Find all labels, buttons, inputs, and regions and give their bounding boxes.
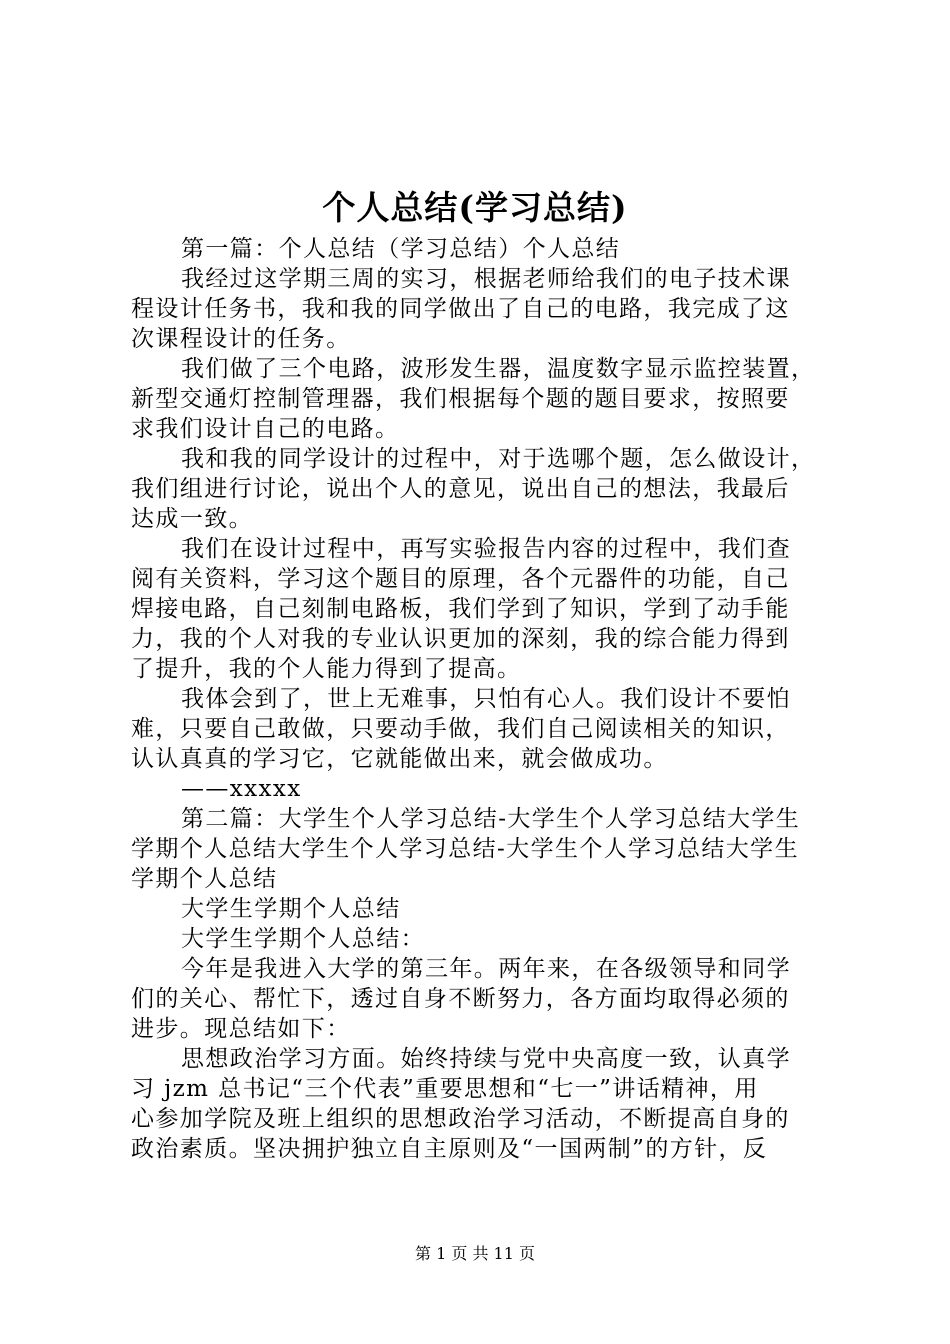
text-line: 我们在设计过程中，再写实验报告内容的过程中，我们查 (181, 536, 791, 562)
text-line: 阅有关资料，学习这个题目的原理，各个元器件的功能，自己 (131, 566, 790, 592)
text-line: 政治素质。坚决拥护独立自主原则及“一国两制”的方针，反 (131, 1136, 768, 1162)
text-line: 思想政治学习方面。始终持续与党中央高度一致，认真学 (181, 1046, 791, 1072)
text-line: 第二篇：大学生个人学习总结-大学生个人学习总结大学生 (181, 806, 801, 832)
text-line: 我和我的同学设计的过程中，对于选哪个题，怎么做设计， (181, 446, 816, 472)
text-line: 求我们设计自己的电路。 (131, 416, 400, 442)
text-line: 焊接电路，自己刻制电路板，我们学到了知识，学到了动手能 (131, 596, 790, 622)
page-footer: 第 1 页 共 11 页 (415, 1244, 535, 1263)
text-line: 程设计任务书，我和我的同学做出了自己的电路，我完成了这 (131, 296, 790, 322)
text-line: 次课程设计的任务。 (131, 326, 351, 352)
text-line: 我经过这学期三周的实习，根据老师给我们的电子技术课 (181, 266, 791, 292)
text-line: 今年是我进入大学的第三年。两年来，在各级领导和同学 (181, 956, 791, 982)
text-line: 了提升，我的个人能力得到了提高。 (131, 656, 522, 682)
text-line: 达成一致。 (131, 506, 253, 532)
document-body (131, 234, 831, 1164)
document-title: 个人总结(学习总结) (322, 188, 628, 227)
text-line: 我体会到了，世上无难事，只怕有心人。我们设计不要怕 (181, 686, 791, 712)
text-line: 大学生学期个人总结 (181, 896, 401, 922)
text-line: 难，只要自己敢做，只要动手做，我们自己阅读相关的知识， (131, 716, 790, 742)
text-line: 心参加学院及班上组织的思想政治学习活动，不断提高自身的 (131, 1106, 790, 1132)
text-line: 力，我的个人对我的专业认识更加的深刻，我的综合能力得到 (131, 626, 790, 652)
text-line: 进步。现总结如下： (131, 1016, 351, 1042)
text-line: 我们做了三个电路，波形发生器，温度数字显示监控装置， (181, 356, 816, 382)
text-line: 学期个人总结大学生个人学习总结-大学生个人学习总结大学生 (131, 836, 799, 862)
text-line: 我们组进行讨论，说出个人的意见，说出自己的想法，我最后 (131, 476, 790, 502)
text-line: 大学生学期个人总结： (181, 926, 425, 952)
text-line: 第一篇：个人总结（学习总结）个人总结 (181, 236, 621, 262)
text-line: 们的关心、帮忙下，透过自身不断努力，各方面均取得必须的 (131, 986, 790, 1012)
text-line: 认认真真的学习它，它就能做出来，就会做成功。 (131, 746, 668, 772)
text-line: 学期个人总结 (131, 866, 278, 892)
text-line: 新型交通灯控制管理器，我们根据每个题的题目要求，按照要 (131, 386, 790, 412)
text-line: ——xxxxx (181, 776, 302, 802)
text-line: 习 jzm 总书记“三个代表”重要思想和“七一”讲话精神，用 (131, 1076, 759, 1102)
